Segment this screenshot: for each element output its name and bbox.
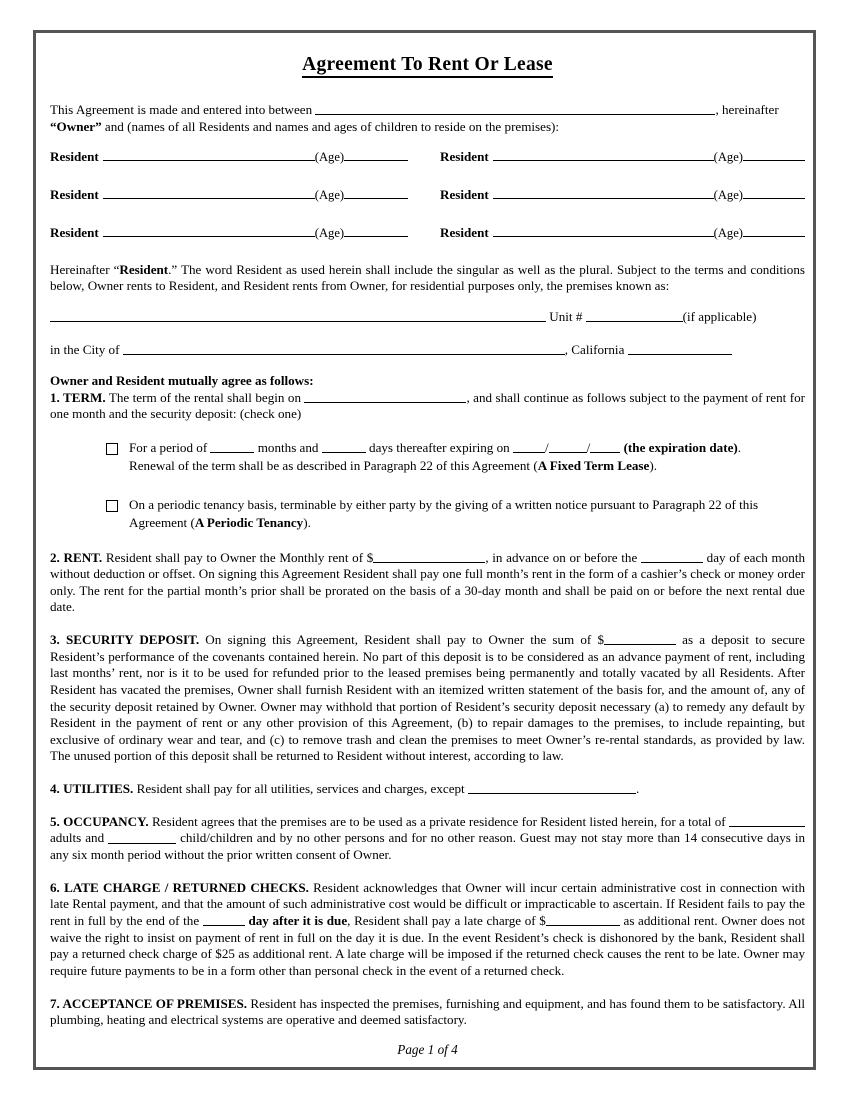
checkbox-periodic-tenancy[interactable] bbox=[106, 500, 118, 512]
document-body bbox=[50, 41, 805, 1061]
section-acceptance-number: 7. ACCEPTANCE OF PREMISES. bbox=[50, 995, 248, 1011]
fixed-f: . bbox=[737, 439, 742, 455]
option-periodic-tenancy-text bbox=[129, 496, 805, 531]
resident-age-label: (Age) bbox=[314, 225, 345, 240]
section-acceptance-paragraph bbox=[50, 996, 805, 1029]
hereinafter-rest: .” The word Resident as used herein shall include the singular as well as the plural. Subject to the terms and conditions below, Owner rents to Resident, and Resident rents from Owner, for residential purposes only, the premises known as: bbox=[50, 261, 805, 294]
section-security-deposit-paragraph bbox=[50, 632, 805, 765]
intro-line-1-before: This Agreement is made and entered into between bbox=[50, 102, 313, 118]
resident-label: Resident bbox=[50, 149, 99, 165]
resident-label: Resident bbox=[440, 187, 489, 203]
section-utilities-text-a: Resident shall pay for all utilities, services and charges, except bbox=[133, 781, 468, 797]
section-late-charge-text-c: as additional rent. Owner does not waive the right to insist on payment of rent in full on the day it is due. In the event Resident’s check is dishonored by the bank, Resident shall pay a returned check charge of $25 as additional rent. A late charge will be imposed if the returned check causes the rent to be late. Owner may require future payments to be in a form other than personal check in the event of a returned check. bbox=[50, 913, 805, 978]
section-security-deposit-text-a: On signing this Agreement, Resident shall pay to Owner the sum of $ bbox=[199, 632, 604, 648]
page-title-text: Agreement To Rent Or Lease bbox=[302, 54, 553, 78]
monthly-rent-blank[interactable] bbox=[373, 550, 485, 563]
fixed-line2-a: Renewal of the term shall be as described in Paragraph 22 of this Agreement ( bbox=[129, 457, 538, 473]
intro-paragraph bbox=[50, 102, 805, 135]
expiry-year-blank[interactable] bbox=[590, 440, 620, 453]
late-charge-amount-blank[interactable] bbox=[546, 913, 620, 926]
city-label: in the City of bbox=[50, 341, 120, 357]
section-utilities-text-b: . bbox=[635, 781, 640, 797]
section-security-deposit-text-b: as a deposit to secure Resident’s performance of the covenants contained herein. No part of this deposit is to be considered as an advance payment of rent, including last months’ rent, nor is it to be used for refunded prior to the leased premises being permanently and totally vacated by all Residents. After Resident has vacated the premises, Owner shall furnish Resident with an itemized written statement of the basis for, and the amount of, any of the security deposit retained by Owner. Owner may withhold that portion of Resident’s security deposit necessary (a) to remedy any default by Resident in the payment of rent or any other provision of this Agreement, (b) to repair damages to the premises, to include repainting, but exclusive of ordinary wear and tear, and (c) to remove trash and clean the premises to meet Owner’s re-rental standards, as provided by law. The unused portion of this deposit shall be returned to Resident without interest, according to law. bbox=[50, 632, 805, 764]
resident-cell-6 bbox=[440, 224, 805, 241]
owner-name-blank[interactable] bbox=[315, 102, 715, 115]
table-row bbox=[50, 186, 805, 203]
expiry-month-blank[interactable] bbox=[513, 440, 545, 453]
utilities-except-blank[interactable] bbox=[468, 781, 636, 794]
section-utilities-number: 4. UTILITIES. bbox=[50, 781, 134, 797]
section-occupancy-paragraph bbox=[50, 814, 805, 864]
mutual-agreement-heading bbox=[50, 373, 805, 390]
premises-city-line bbox=[50, 342, 805, 358]
document-page-frame bbox=[33, 30, 816, 1070]
resident-age-label: (Age) bbox=[314, 150, 345, 165]
periodic-b: ). bbox=[303, 514, 311, 530]
option-fixed-term[interactable] bbox=[106, 439, 805, 474]
section-occupancy-text-b: adults and bbox=[50, 830, 109, 846]
resident-age-blank[interactable] bbox=[743, 186, 805, 199]
option-periodic-tenancy[interactable] bbox=[106, 496, 805, 531]
resident-age-blank[interactable] bbox=[344, 224, 408, 237]
occupancy-adults-blank[interactable] bbox=[729, 814, 805, 827]
intro-line-2 bbox=[50, 119, 805, 136]
fixed-days-blank[interactable] bbox=[322, 440, 366, 453]
section-occupancy-number: 5. OCCUPANCY. bbox=[50, 813, 149, 829]
state-label: , California bbox=[564, 341, 625, 357]
fixed-c: days thereafter expiring on bbox=[365, 439, 513, 455]
unit-label: Unit # bbox=[549, 308, 583, 324]
section-term-paragraph bbox=[50, 390, 805, 423]
section-term-text-b: , and shall continue as follows subject to the payment of rent for one month and the security deposit: (check one) bbox=[50, 389, 805, 422]
intro-line-2-rest: and (names of all Residents and names and ages of children to reside on the premises): bbox=[101, 119, 560, 135]
page-number-label: Page 1 of 4 bbox=[397, 1042, 458, 1057]
city-blank[interactable] bbox=[123, 342, 565, 355]
term-begin-date-blank[interactable] bbox=[304, 390, 466, 403]
mutual-agreement-heading-text: Owner and Resident mutually agree as follows: bbox=[50, 372, 314, 388]
resident-cell-4 bbox=[440, 186, 805, 203]
unit-number-blank[interactable] bbox=[586, 309, 683, 322]
section-rent-number: 2. RENT. bbox=[50, 549, 103, 565]
zip-blank[interactable] bbox=[628, 342, 732, 355]
day-after-due-bold: day after it is due bbox=[248, 913, 348, 929]
expiry-day-blank[interactable] bbox=[549, 440, 587, 453]
page-footer bbox=[50, 1042, 805, 1058]
premises-address-blank[interactable] bbox=[50, 309, 546, 322]
section-rent bbox=[50, 550, 805, 617]
owner-quoted-label: “Owner” bbox=[50, 119, 102, 135]
section-rent-text-a: Resident shall pay to Owner the Monthly rent of $ bbox=[102, 549, 374, 565]
resident-label: Resident bbox=[440, 149, 489, 165]
table-row bbox=[50, 149, 805, 166]
resident-cell-1 bbox=[50, 149, 440, 166]
security-deposit-amount-blank[interactable] bbox=[604, 632, 676, 645]
section-term bbox=[50, 373, 805, 423]
resident-name-blank[interactable] bbox=[493, 149, 714, 162]
resident-label: Resident bbox=[50, 187, 99, 203]
resident-age-label: (Age) bbox=[314, 188, 345, 203]
resident-cell-5 bbox=[50, 224, 440, 241]
section-late-charge-number: 6. LATE CHARGE / RETURNED CHECKS. bbox=[50, 879, 309, 895]
section-rent-paragraph bbox=[50, 550, 805, 617]
fixed-b: months and bbox=[254, 439, 322, 455]
section-occupancy bbox=[50, 814, 805, 864]
periodic-tenancy-bold: A Periodic Tenancy bbox=[194, 514, 304, 530]
section-occupancy-text-a: Resident agrees that the premises are to be used as a private residence for Resident listed herein, for a total of bbox=[148, 813, 729, 829]
resident-name-blank[interactable] bbox=[493, 224, 714, 237]
section-late-charge-text-b: , Resident shall pay a late charge of $ bbox=[347, 913, 546, 929]
section-acceptance-text-a: Resident has inspected the premises, furnishing and equipment, and has found them to be satisfactory. All plumbing, heating and electrical systems are operative and deemed satisfactory. bbox=[50, 995, 805, 1028]
option-fixed-term-text bbox=[129, 439, 805, 474]
resident-age-blank[interactable] bbox=[743, 149, 805, 162]
section-late-charge-text-a: Resident acknowledges that Owner will incur certain administrative cost in connection with late Rental payment, and that the amount of such administrative cost would be difficult or impracticable to ascertain. If Resident fails to pay the rent in full by the end of the bbox=[50, 879, 805, 929]
late-charge-days-blank[interactable] bbox=[203, 913, 245, 926]
table-row bbox=[50, 224, 805, 241]
fixed-term-lease-bold: A Fixed Term Lease bbox=[537, 457, 650, 473]
fixed-e: / bbox=[586, 439, 591, 455]
resident-term-bold: Resident bbox=[119, 261, 169, 277]
section-term-text-a: The term of the rental shall begin on bbox=[105, 389, 305, 405]
resident-label: Resident bbox=[440, 224, 489, 240]
resident-age-label: (Age) bbox=[713, 150, 743, 165]
resident-age-blank[interactable] bbox=[344, 186, 408, 199]
section-rent-text-b: , in advance on or before the bbox=[485, 549, 641, 565]
section-security-deposit bbox=[50, 632, 805, 765]
rent-due-day-blank[interactable] bbox=[641, 550, 703, 563]
resident-name-blank[interactable] bbox=[493, 186, 714, 199]
fixed-d: / bbox=[545, 439, 549, 455]
expiration-date-bold: (the expiration date) bbox=[623, 439, 738, 455]
periodic-a: On a periodic tenancy basis, terminable by either party by the giving of a written notice pursuant to Paragraph 22 of this Agreement ( bbox=[129, 497, 759, 530]
section-utilities-paragraph bbox=[50, 781, 805, 798]
if-applicable-label: (if applicable) bbox=[682, 308, 757, 324]
resident-entry-table bbox=[50, 149, 805, 241]
intro-line-1 bbox=[50, 102, 805, 119]
hereinafter-prefix: Hereinafter “ bbox=[50, 261, 120, 277]
section-late-charge bbox=[50, 880, 805, 980]
resident-name-blank[interactable] bbox=[103, 224, 315, 237]
hereinafter-paragraph bbox=[50, 262, 805, 295]
section-utilities bbox=[50, 781, 805, 798]
page-title bbox=[50, 53, 805, 76]
intro-line-1-after: , hereinafter bbox=[715, 102, 779, 118]
resident-age-blank[interactable] bbox=[743, 224, 805, 237]
resident-age-label: (Age) bbox=[713, 225, 743, 240]
fixed-a: For a period of bbox=[129, 439, 211, 455]
term-options-group bbox=[50, 439, 805, 532]
resident-name-blank[interactable] bbox=[103, 149, 315, 162]
resident-cell-3 bbox=[50, 186, 440, 203]
occupancy-children-blank[interactable] bbox=[108, 830, 176, 843]
section-rent-text-c: day of each month without deduction or offset. On signing this Agreement Resident shall pay one full month’s rent in the form of a cashier’s check or money order only. The rent for the partial month’s prior shall be prorated on the basis of a 30-day month and shall be paid on or before the next rental due date. bbox=[50, 549, 805, 615]
section-occupancy-text-c: child/children and by no other persons and for no other reason. Guest may not stay more than 14 consecutive days in any six month period without the prior written consent of Owner. bbox=[50, 830, 805, 863]
section-acceptance bbox=[50, 996, 805, 1029]
fixed-line2-b: ). bbox=[649, 457, 657, 473]
resident-cell-2 bbox=[440, 149, 805, 166]
premises-address-line bbox=[50, 309, 805, 325]
section-security-deposit-number: 3. SECURITY DEPOSIT. bbox=[50, 632, 200, 648]
resident-age-blank[interactable] bbox=[344, 149, 408, 162]
section-term-number: 1. TERM. bbox=[50, 389, 106, 405]
resident-name-blank[interactable] bbox=[103, 186, 315, 199]
resident-label: Resident bbox=[50, 224, 99, 240]
resident-age-label: (Age) bbox=[713, 188, 743, 203]
fixed-months-blank[interactable] bbox=[210, 440, 254, 453]
section-late-charge-paragraph bbox=[50, 880, 805, 980]
checkbox-fixed-term[interactable] bbox=[106, 443, 118, 455]
